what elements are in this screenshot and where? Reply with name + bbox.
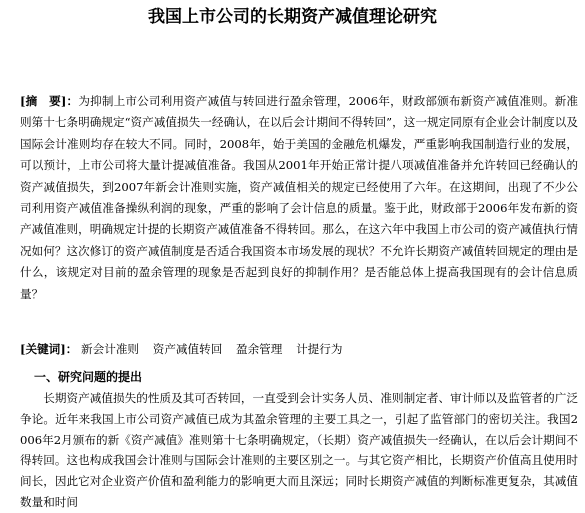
keyword-list xyxy=(81,342,352,356)
keyword: 新会计准则 xyxy=(81,342,140,356)
paper-title: 我国上市公司的长期资产减值理论研究 xyxy=(148,7,437,27)
abstract-label: [摘 要]： xyxy=(20,94,79,108)
keywords-label: [关键词]： xyxy=(20,342,78,356)
section-paragraph: 长期资产减值损失的性质及其可否转回，一直受到会计实务人员、准则制定者、审计师以及监管者的广泛争论。近年来我国上市公司资产减值已成为其盈余管理的主要工具之一，引起了监管部门的密切关注。我国2006年2月颁布的新《资产减值》准则第十七条明确规定，（长期）资产减值损失一经确认，在以后会计期间不得转回。这也构成我国会计准则与国际会计准则的主要区别之一。与其它资产相比，长期资产价值高且使用时间长，因此它对企业资产价值和盈利能力的影响更大而且深远；同时长期资产减值的判断标准更复杂，其减值数量和时间 xyxy=(20,391,578,509)
abstract-text: 为抑制上市公司利用资产减值与转回进行盈余管理，2006年，财政部颁布新资产减值准则。新准则第十七条明确规定“资产减值损失一经确认，在以后会计期间不得转回”，这一规定同原有企业会计制度以及国际会计准则均存在较大不同。同时，2008年，始于美国的金融危机爆发，严重影响我国制造行业的发展，可以预计，上市公司将大量计提减值准备。我国从2001年开始正常计提八项减值准备并允许转回已经确认的资产减值损失，到2007年新会计准则实施，资产减值相关的规定已经使用了六年。在这期间，出现了不少公司利用资产减值准备操纵利润的现象，严重的影响了会计信息的质量。鉴于此，财政部于2006年发布新的资产减值准则，明确规定计提的长期资产减值准备不得转回。那么，在这六年中我国上市公司的资产减值执行情况如何？这次修订的资产减值制度是否适合我国资本市场发展的现状？不允许长期资产减值转回规定的理由是什么，该规定对目前的盈余管理的现象是否起到良好的抑制作用？是否能总体上提高我国现有的会计信息质量？ xyxy=(20,94,578,301)
keyword: 计提行为 xyxy=(296,342,343,356)
keyword: 资产减值转回 xyxy=(152,342,223,356)
abstract xyxy=(20,91,578,305)
keywords xyxy=(20,339,578,359)
keyword: 盈余管理 xyxy=(235,342,283,356)
section-heading: 一、研究问题的提出 xyxy=(34,370,143,384)
